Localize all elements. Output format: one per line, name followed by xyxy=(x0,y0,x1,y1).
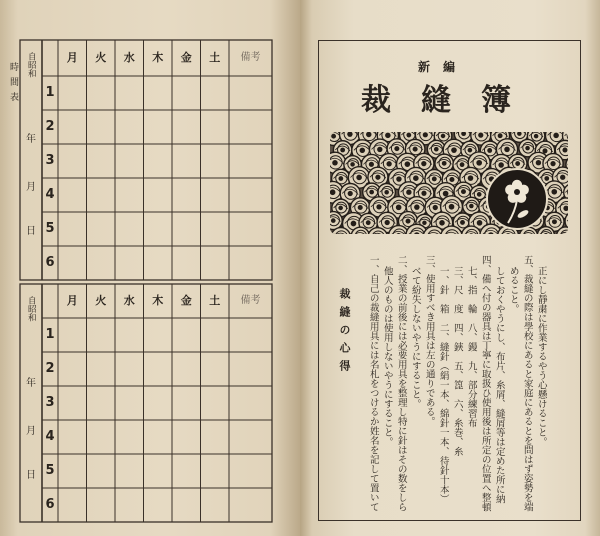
pattern-flower-icon xyxy=(572,140,591,159)
flower-center xyxy=(562,148,567,153)
day-header: 月 xyxy=(66,51,78,64)
day-header: 水 xyxy=(123,294,135,307)
flower-center xyxy=(573,218,578,223)
rule-column: 五、裁縫の際は學校にあると家庭にあるとを問はず姿勢を端 xyxy=(521,255,533,512)
flower-center xyxy=(525,146,530,151)
flower-center xyxy=(477,192,482,197)
pattern-dot xyxy=(579,141,584,146)
flower-center xyxy=(413,147,418,152)
flower-ring xyxy=(576,172,589,185)
flower-center xyxy=(422,221,426,225)
pattern-dot xyxy=(347,242,352,247)
rule-column: 三、使用すべき用具は左の通りである。 xyxy=(423,255,435,426)
flower-swirl xyxy=(574,203,590,208)
flower-center xyxy=(396,233,401,238)
rule-column: べて紛失しないやうにすること。 xyxy=(409,266,421,409)
flower-outer xyxy=(566,155,585,174)
flower-center xyxy=(580,205,585,210)
flower-center xyxy=(375,175,380,180)
pattern-dot xyxy=(423,240,428,245)
flower-center xyxy=(360,148,365,153)
flower-center xyxy=(517,131,522,136)
flower-center xyxy=(394,146,399,151)
flower-center xyxy=(340,148,345,153)
flower-center xyxy=(358,234,363,239)
pattern-dot xyxy=(572,213,577,218)
flower-center xyxy=(376,204,381,209)
flower-center xyxy=(560,175,565,180)
rule-column: 一、針 箱 二、縫針（絹一本、綿針一本、待針十本） xyxy=(437,266,449,504)
flower-center xyxy=(331,218,336,223)
pattern-dot xyxy=(440,242,445,247)
flower-swirl xyxy=(573,174,590,179)
pattern-flower-icon xyxy=(331,228,350,247)
flower-center xyxy=(330,189,336,195)
flower-center xyxy=(552,219,557,224)
flower-center xyxy=(358,205,363,210)
flower-center xyxy=(570,190,575,195)
rules-heading: 裁縫の心得 xyxy=(338,288,351,378)
flower-center xyxy=(406,133,411,138)
date-era-label: 自昭和 xyxy=(26,52,37,78)
period-number: 4 xyxy=(45,429,55,444)
date-label-month: 月 xyxy=(26,182,36,193)
flower-center xyxy=(433,205,438,210)
flower-center xyxy=(375,235,380,240)
flower-ring xyxy=(570,214,583,227)
period-number: 1 xyxy=(45,85,55,100)
date-era-label: 自昭和 xyxy=(26,296,37,322)
flower-center xyxy=(550,161,555,166)
pattern-flower-icon xyxy=(571,168,592,189)
flower-center xyxy=(449,234,455,240)
flower-center xyxy=(468,148,473,153)
flower-center xyxy=(460,162,465,167)
flower-center xyxy=(338,235,343,240)
flower-center xyxy=(413,175,419,181)
pattern-flower-icon xyxy=(406,224,428,246)
flower-center xyxy=(579,235,584,240)
period-number: 3 xyxy=(45,395,55,410)
period-number: 5 xyxy=(45,463,55,478)
page-title: 裁縫簿 xyxy=(361,83,541,118)
flower-ring xyxy=(567,129,580,142)
flower-center xyxy=(421,191,426,196)
date-label-day: 日 xyxy=(26,226,36,237)
medallion-flower-center xyxy=(514,189,520,195)
remarks-header: 備考 xyxy=(240,52,261,63)
pattern-flower-icon xyxy=(351,227,369,245)
pattern-flower-icon xyxy=(565,211,585,231)
pattern-flower-icon xyxy=(368,228,388,248)
flower-center xyxy=(441,134,446,139)
pattern-dot xyxy=(571,155,576,160)
pattern-flower-icon xyxy=(519,227,538,246)
rule-column: 七、指 輪 八、鏝 九、部分練習布 xyxy=(465,266,477,428)
flower-center xyxy=(460,220,465,225)
day-header: 土 xyxy=(209,51,221,64)
pattern-flower-icon xyxy=(537,227,554,244)
flower-center xyxy=(442,161,447,166)
flower-center xyxy=(366,132,371,137)
period-number: 6 xyxy=(45,255,55,270)
floral-pattern xyxy=(300,0,600,536)
pattern-dot xyxy=(588,243,593,248)
pattern-dot xyxy=(497,240,502,245)
pattern-flower-icon xyxy=(556,227,575,246)
day-header: 水 xyxy=(123,51,135,64)
day-header: 火 xyxy=(95,51,107,64)
period-number: 4 xyxy=(45,187,55,202)
flower-center xyxy=(332,160,338,166)
flower-ring xyxy=(576,143,588,155)
flower-center xyxy=(432,177,437,182)
flower-ring xyxy=(577,201,589,213)
flower-swirl xyxy=(567,217,583,222)
pattern-flower-icon xyxy=(324,212,342,230)
flower-center xyxy=(431,234,437,240)
flower-center xyxy=(477,220,483,226)
flower-swirl xyxy=(370,233,386,238)
flower-center xyxy=(414,204,419,209)
flower-center xyxy=(461,131,466,136)
flower-center xyxy=(476,160,482,166)
pattern-dot xyxy=(588,183,593,188)
period-number: 3 xyxy=(45,153,55,168)
flower-center xyxy=(451,147,457,153)
flower-center xyxy=(563,234,568,239)
day-header: 月 xyxy=(66,294,78,307)
pattern-dot xyxy=(579,197,584,202)
rule-column: しておくやうにし、布片、糸屑、縫屑等は定めた所に納 xyxy=(493,266,505,504)
flower-center xyxy=(515,161,520,166)
flower-center xyxy=(439,220,445,226)
flower-swirl xyxy=(573,146,588,151)
pattern-dot xyxy=(582,226,587,231)
period-number: 1 xyxy=(45,327,55,342)
pattern-dot xyxy=(367,241,372,246)
flower-center xyxy=(385,133,391,139)
pattern-dot xyxy=(405,240,410,245)
flower-ring xyxy=(576,231,588,243)
pattern-flower-icon xyxy=(480,224,502,246)
day-header: 木 xyxy=(152,294,164,307)
pattern-dot xyxy=(569,182,574,187)
rule-column: 三、尺 度 四、鋏 五、箆 六、糸巻、糸 xyxy=(451,266,463,456)
pattern-flower-icon xyxy=(572,197,592,217)
flower-center xyxy=(461,189,466,194)
flower-center xyxy=(553,133,559,139)
rule-column: めること。 xyxy=(507,266,519,314)
flower-center xyxy=(434,147,439,152)
pattern-dot xyxy=(589,212,594,217)
pattern-dot xyxy=(588,155,593,160)
period-number: 6 xyxy=(45,497,55,512)
flower-center xyxy=(386,161,391,166)
flower-center xyxy=(423,132,428,137)
flower-center xyxy=(478,133,483,138)
flower-center xyxy=(469,204,474,209)
flower-ring xyxy=(570,158,582,170)
remarks-header: 備考 xyxy=(240,295,261,306)
pattern-dot xyxy=(535,241,540,246)
period-number: 2 xyxy=(45,361,55,376)
flower-outer xyxy=(572,197,592,217)
period-number: 5 xyxy=(45,221,55,236)
flower-center xyxy=(551,189,557,195)
flower-center xyxy=(468,175,474,181)
flower-center xyxy=(350,162,355,167)
flower-medallion-icon xyxy=(487,169,547,229)
flower-center xyxy=(384,190,389,195)
flower-center xyxy=(351,221,357,227)
flower-center xyxy=(443,191,449,197)
day-header: 木 xyxy=(152,51,164,64)
flower-center xyxy=(348,191,353,196)
flower-center xyxy=(504,147,510,153)
pattern-dot xyxy=(515,241,520,246)
medallion-petal xyxy=(505,185,515,195)
flower-center xyxy=(385,220,390,225)
day-header: 土 xyxy=(209,294,221,307)
rule-column: 二、授業の前後には必要用具を整理し特に針はその数をしら xyxy=(395,255,407,512)
flower-center xyxy=(406,219,411,224)
right-page xyxy=(300,0,600,536)
day-header: 金 xyxy=(180,51,192,64)
flower-center xyxy=(369,162,374,167)
date-label-month: 月 xyxy=(26,426,36,437)
flower-center xyxy=(356,175,362,181)
pattern-dot xyxy=(458,242,463,247)
flower-center xyxy=(338,206,343,211)
date-label-year: 年 xyxy=(26,134,36,145)
flower-ring xyxy=(568,187,579,198)
flower-center xyxy=(544,176,549,181)
flower-center xyxy=(544,233,548,237)
flower-outer xyxy=(572,228,592,248)
flower-outer xyxy=(571,168,592,189)
period-number: 2 xyxy=(45,119,55,134)
flower-center xyxy=(570,133,575,138)
pattern-dot xyxy=(552,240,557,245)
rule-column: 正にし靜粛に作業するやう心懸けること。 xyxy=(535,266,547,447)
date-label-year: 年 xyxy=(26,378,36,389)
pattern-flower-icon xyxy=(441,226,463,248)
flower-center xyxy=(396,176,401,181)
date-label-day: 日 xyxy=(26,470,36,481)
flower-outer xyxy=(565,211,585,231)
pattern-dot xyxy=(384,242,389,247)
flower-center xyxy=(338,176,343,181)
flower-center xyxy=(331,134,336,139)
flower-center xyxy=(579,176,584,181)
flower-center xyxy=(534,134,539,139)
flower-center xyxy=(563,206,568,211)
day-header: 金 xyxy=(180,294,192,307)
flower-center xyxy=(421,161,426,166)
flower-center xyxy=(366,220,371,225)
pattern-dot xyxy=(572,241,577,246)
flower-center xyxy=(498,133,503,138)
pattern-flowers xyxy=(322,124,594,248)
flower-center xyxy=(414,232,420,238)
flower-center xyxy=(469,233,474,238)
rule-column: 他人のものは使用しないやうにすること。 xyxy=(381,266,393,447)
flower-center xyxy=(369,190,374,195)
rule-column: 一、自己の裁縫用具には名札をつけるか姓名を記して置いて xyxy=(367,255,379,512)
flower-outer xyxy=(572,140,591,159)
flower-center xyxy=(405,161,411,167)
day-header: 火 xyxy=(95,294,107,307)
pattern-flower-icon xyxy=(572,228,592,248)
flower-center xyxy=(347,131,352,136)
pattern-dot xyxy=(478,241,483,246)
flower-center xyxy=(536,160,541,165)
flower-center xyxy=(498,162,504,168)
flower-center xyxy=(488,232,494,238)
side-title: 時間表 xyxy=(8,62,18,107)
flower-center xyxy=(505,233,510,238)
pattern-dot xyxy=(582,170,587,175)
pattern-flower-icon xyxy=(423,226,444,247)
flower-center xyxy=(396,205,402,211)
flower-swirl xyxy=(574,234,590,239)
flower-swirl xyxy=(568,161,583,166)
flower-center xyxy=(449,204,455,210)
flower-center xyxy=(542,148,547,153)
flower-center xyxy=(579,147,584,152)
flower-center xyxy=(377,147,382,152)
pattern-flower-icon xyxy=(461,226,480,245)
pattern-flower-icon xyxy=(389,226,409,246)
pattern-flower-icon xyxy=(566,155,585,174)
flower-center xyxy=(406,190,411,195)
rule-column: 四、備へ付の器具は丁寧に取扱ひ使用後は所定の位置へ整頓 xyxy=(479,255,491,512)
subtitle: 新編 xyxy=(418,60,469,74)
flower-center xyxy=(487,148,492,153)
flower-center xyxy=(573,162,578,167)
flower-center xyxy=(526,234,531,239)
flower-center xyxy=(449,177,454,182)
